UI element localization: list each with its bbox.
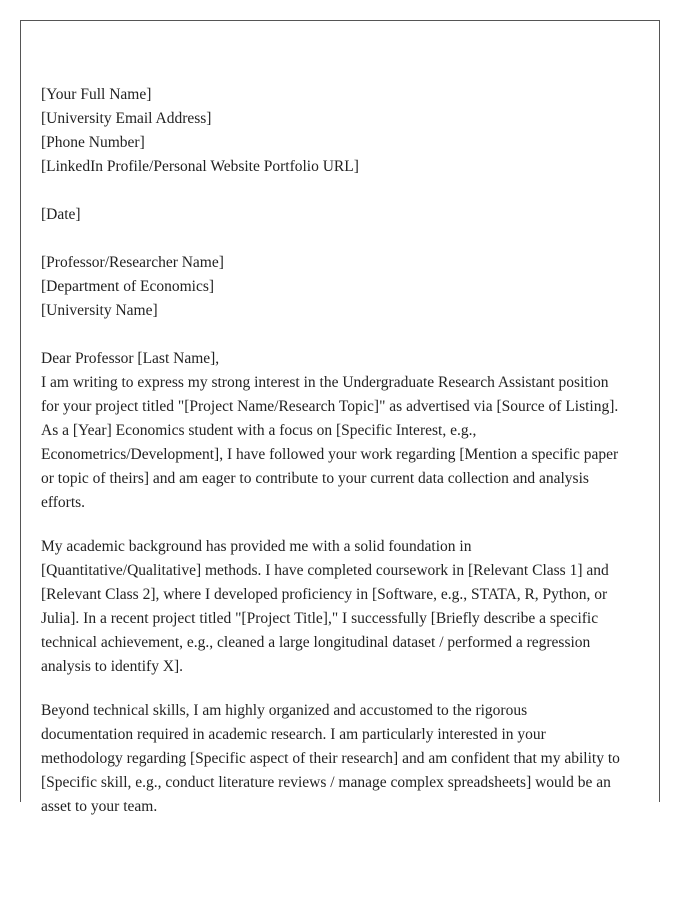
spacer (41, 323, 645, 347)
sender-phone: [Phone Number] (41, 134, 145, 151)
paragraph-line: efforts. (41, 494, 86, 511)
paragraph-line: [Specific skill, e.g., conduct literature reviews / manage complex spreadsheets] would be an (41, 774, 611, 791)
paragraph-line: Julia]. In a recent project titled "[Project Title]," I successfully [Briefly describe a specific (41, 610, 599, 627)
letter-page (20, 20, 660, 815)
recipient-department: [Department of Economics] (41, 278, 215, 295)
sender-email: [University Email Address] (41, 110, 212, 127)
salutation: Dear Professor [Last Name], (41, 350, 220, 367)
paragraph-line: Econometrics/Development], I have followed your work regarding [Mention a specific paper (41, 446, 619, 463)
recipient-block (41, 251, 645, 323)
paragraph-line: or topic of theirs] and am eager to contribute to your current data collection and analysis (41, 470, 589, 487)
letter-date: [Date] (41, 206, 81, 223)
sender-website: [LinkedIn Profile/Personal Website Portfolio URL] (41, 158, 359, 175)
paragraph-line: As a [Year] Economics student with a focus on [Specific Interest, e.g., (41, 422, 477, 439)
body-paragraph-2 (41, 535, 645, 679)
paragraph-line: documentation required in academic research. I am particularly interested in your (41, 726, 546, 743)
paragraph-line: methodology regarding [Specific aspect of their research] and am confident that my ability to (41, 750, 620, 767)
paragraph-line: Beyond technical skills, I am highly organized and accustomed to the rigorous (41, 702, 528, 719)
paragraph-line: My academic background has provided me with a solid foundation in (41, 538, 472, 555)
paragraph-line: [Quantitative/Qualitative] methods. I have completed coursework in [Relevant Class 1] and (41, 562, 609, 579)
body-paragraph-3 (41, 699, 645, 819)
recipient-university: [University Name] (41, 302, 158, 319)
paragraph-line: asset to your team. (41, 798, 158, 815)
spacer (41, 179, 645, 203)
paragraph-line: for your project titled "[Project Name/Research Topic]" as advertised via [Source of Listing]. (41, 398, 619, 415)
sender-name: [Your Full Name] (41, 86, 152, 103)
sender-block (41, 83, 645, 179)
spacer (41, 515, 645, 535)
recipient-name: [Professor/Researcher Name] (41, 254, 224, 271)
paragraph-line: [Relevant Class 2], where I developed proficiency in [Software, e.g., STATA, R, Python, or (41, 586, 608, 603)
letter-content (41, 83, 645, 819)
body-paragraph-1 (41, 371, 645, 515)
spacer (41, 679, 645, 699)
paragraph-line: I am writing to express my strong interest in the Undergraduate Research Assistant position (41, 374, 609, 391)
paragraph-line: analysis to identify X]. (41, 658, 184, 675)
paragraph-line: technical achievement, e.g., cleaned a large longitudinal dataset / performed a regression (41, 634, 591, 651)
spacer (41, 227, 645, 251)
